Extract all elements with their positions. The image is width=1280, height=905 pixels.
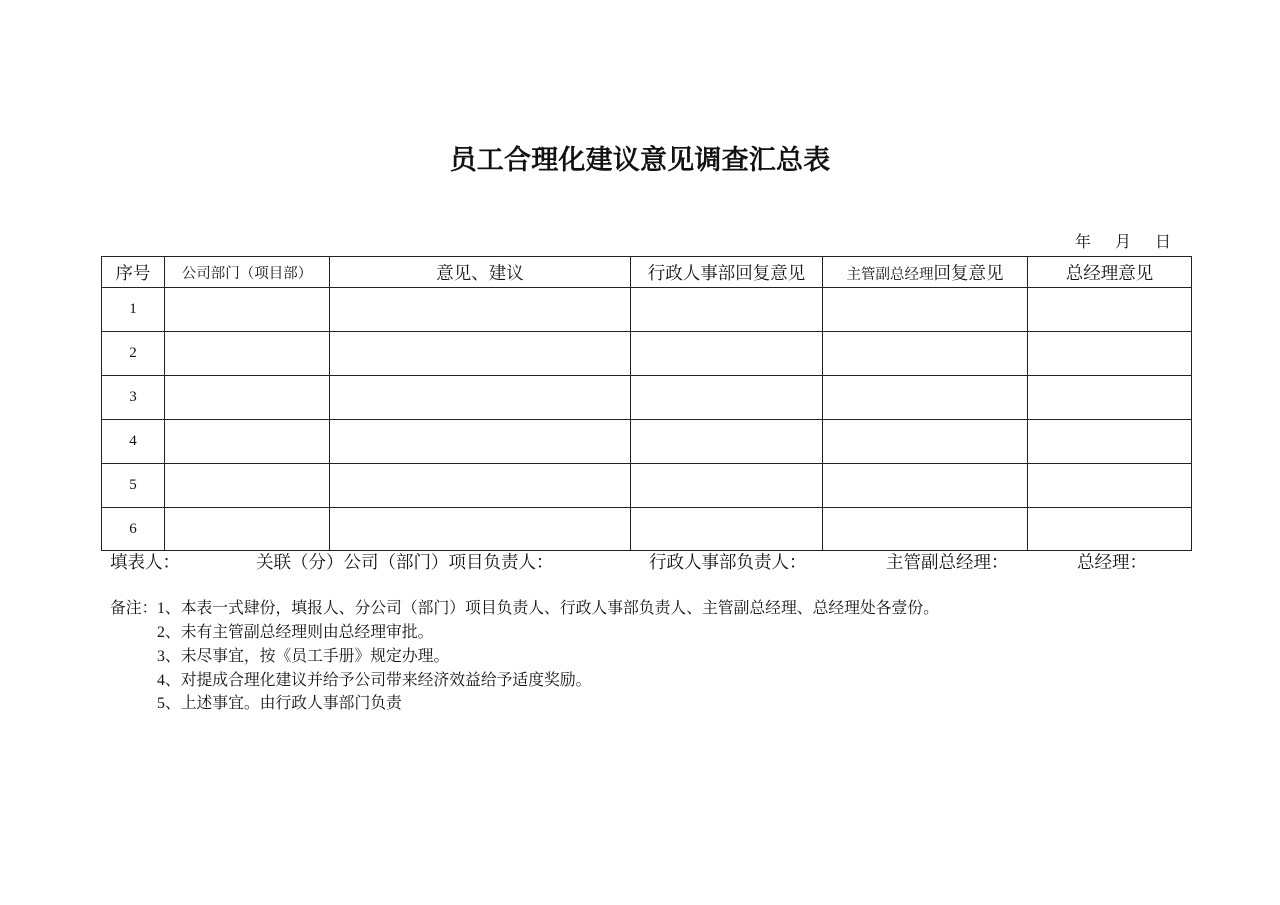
table-cell (1028, 464, 1192, 508)
header-vp-reply (823, 257, 1028, 288)
header-hr-reply: 行政人事部回复意见 (631, 257, 823, 288)
row-index: 3 (102, 376, 165, 420)
signature-project-lead: 关联（分）公司（部门）项目负责人： (256, 552, 554, 572)
table-cell (1028, 420, 1192, 464)
table-row (102, 332, 1192, 376)
table-cell (165, 376, 330, 420)
header-index: 序号 (102, 257, 165, 288)
note-item: 2、未有主管副总经理则由总经理审批。 (157, 624, 434, 641)
header-vp-reply-suffix: 回复意见 (933, 262, 1004, 283)
table-cell (165, 420, 330, 464)
table-cell (1028, 332, 1192, 376)
header-vp-reply-prefix: 主管副总经理 (846, 266, 934, 283)
table-cell (1028, 376, 1192, 420)
table-cell (330, 332, 631, 376)
note-item: 1、本表一式肆份，填报人、分公司（部门）项目负责人、行政人事部负责人、主管副总经理、总经理处各壹份。 (157, 600, 939, 617)
table-row (102, 464, 1192, 508)
header-suggestion: 意见、建议 (330, 257, 631, 288)
note-item: 4、对提成合理化建议并给予公司带来经济效益给予适度奖励。 (157, 672, 592, 689)
table-cell (330, 420, 631, 464)
date-month-label: 月 (1115, 234, 1132, 251)
table-cell (631, 288, 823, 332)
table-cell (165, 288, 330, 332)
table-row (102, 288, 1192, 332)
table-row (102, 376, 1192, 420)
row-index: 6 (102, 508, 165, 551)
summary-table (101, 256, 1192, 551)
date-day-label: 日 (1155, 234, 1172, 251)
table-cell (165, 508, 330, 551)
signature-gm: 总经理： (1077, 552, 1147, 572)
table-header (102, 257, 1192, 288)
row-index: 2 (102, 332, 165, 376)
table-cell (631, 420, 823, 464)
table-cell (1028, 288, 1192, 332)
table-cell (165, 332, 330, 376)
table-cell (330, 508, 631, 551)
header-gm-opinion: 总经理意见 (1028, 257, 1192, 288)
signature-filler: 填表人： (110, 552, 180, 572)
signature-vp: 主管副总经理： (886, 552, 1009, 572)
table-body (102, 288, 1192, 551)
notes-label: 备注： (110, 600, 158, 617)
table-cell (330, 288, 631, 332)
table-cell (330, 464, 631, 508)
table-cell (823, 464, 1028, 508)
table-cell (631, 464, 823, 508)
table-cell (823, 420, 1028, 464)
table-cell (165, 464, 330, 508)
row-index: 4 (102, 420, 165, 464)
table-cell (823, 332, 1028, 376)
date-year-label: 年 (1075, 234, 1092, 251)
table-cell (823, 376, 1028, 420)
note-item: 3、未尽事宜，按《员工手册》规定办理。 (157, 648, 450, 665)
table-cell (631, 508, 823, 551)
table-cell (823, 508, 1028, 551)
table-row (102, 420, 1192, 464)
table-cell (1028, 508, 1192, 551)
document-title: 员工合理化建议意见调查汇总表 (449, 145, 831, 175)
row-index: 1 (102, 288, 165, 332)
row-index: 5 (102, 464, 165, 508)
table-cell (330, 376, 631, 420)
signature-hr-lead: 行政人事部负责人： (649, 552, 807, 572)
note-item: 5、上述事宜。由行政人事部门负责 (157, 695, 402, 712)
table-cell (823, 288, 1028, 332)
table-cell (631, 332, 823, 376)
table-cell (631, 376, 823, 420)
header-department: 公司部门（项目部） (165, 257, 330, 288)
table-row (102, 508, 1192, 551)
header-row (102, 257, 1192, 288)
